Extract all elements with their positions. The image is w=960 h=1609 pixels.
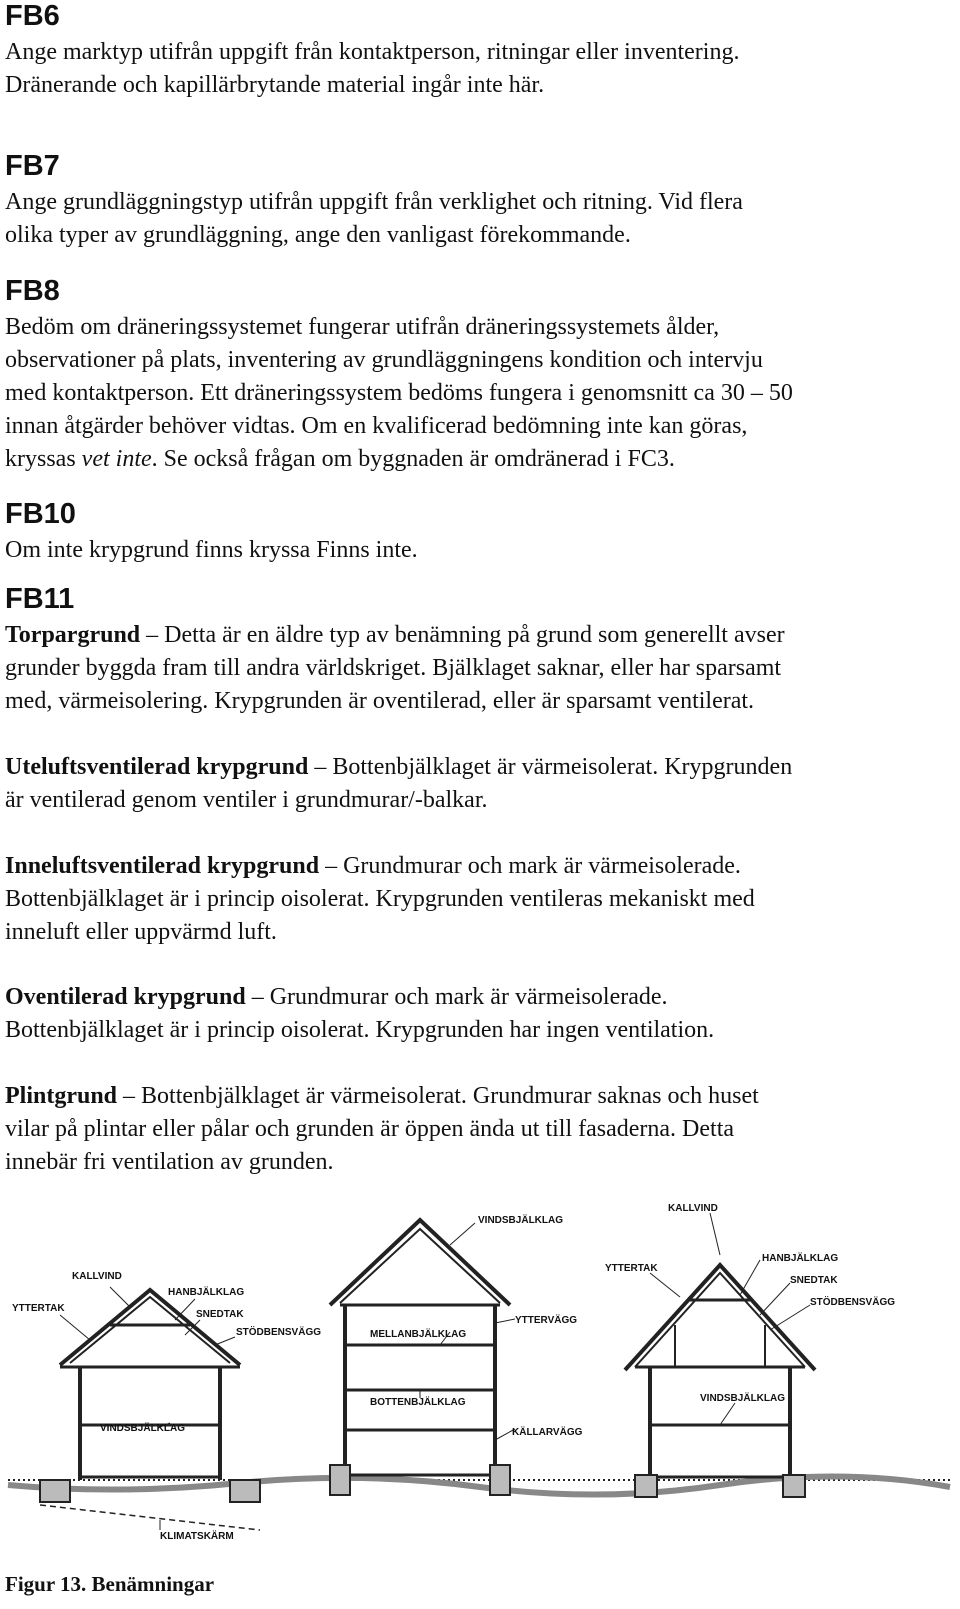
label-vindsbjalklag-mid: VINDSBJÄLKLAG (478, 1215, 564, 1226)
figure-caption: Figur 13. Benämningar (5, 1572, 215, 1596)
label-yttervagg: YTTERVÄGG (515, 1315, 578, 1326)
label-klimatskarm: KLIMATSKÄRM (160, 1531, 234, 1542)
text-run: – Grundmurar och mark är värmeisolerade. (319, 853, 741, 879)
section-heading-fb6: FB6 (5, 0, 60, 32)
definition-term: Plintgrund (5, 1083, 118, 1109)
text-line (5, 751, 792, 784)
section-heading-fb11: FB11 (5, 583, 75, 615)
text-line: observationer på plats, inventering av grundläggningens kondition och intervju (5, 347, 763, 373)
section-heading-fb7: FB7 (5, 150, 60, 182)
label-hanbjalklag-right: HANBJÄLKLAG (762, 1253, 839, 1264)
definition-plintgrund (5, 1080, 759, 1179)
right-house (625, 1265, 815, 1497)
label-snedtak-right: SNEDTAK (790, 1275, 838, 1286)
text-line (5, 981, 714, 1014)
section-body-fb6 (5, 36, 739, 102)
text-line (5, 1080, 759, 1113)
text-line: innebär fri ventilation av grunden. (5, 1149, 334, 1175)
label-stodbensvagg-left: STÖDBENSVÄGG (236, 1327, 322, 1338)
label-vindsbjalklag-left: VINDSBJÄLKLAG (100, 1423, 186, 1434)
text-line: Om inte krypgrund finns kryssa Finns inte. (5, 537, 418, 563)
label-yttertak-left: YTTERTAK (12, 1303, 65, 1314)
text-line: vilar på plintar eller pålar och grunden är öppen ända ut till fasaderna. Detta (5, 1116, 735, 1142)
label-hanbjalklag-left: HANBJÄLKLAG (168, 1287, 245, 1298)
text-line: är ventilerad genom ventiler i grundmurar/-balkar. (5, 787, 488, 813)
text-line (5, 619, 785, 652)
section-body-fb10 (5, 534, 418, 567)
definition-term: Torpargrund (5, 622, 141, 648)
text-line: olika typer av grundläggning, ange den vanligast förekommande. (5, 222, 631, 248)
label-mellanbjalklag: MELLANBJÄLKLAG (370, 1329, 467, 1340)
text-line: Bedöm om dräneringssystemet fungerar utifrån dräneringssystemets ålder, (5, 314, 720, 340)
text-run: – Grundmurar och mark är värmeisolerade. (245, 984, 668, 1010)
definition-torpargrund (5, 619, 785, 718)
text-line: Bottenbjälklaget är i princip oisolerat. Krypgrunden har ingen ventilation. (5, 1017, 715, 1043)
section-body-fb7 (5, 186, 743, 252)
middle-house (330, 1220, 510, 1495)
text-run: kryssas (5, 446, 82, 472)
section-heading-fb8: FB8 (5, 275, 60, 307)
text-line: Ange grundläggningstyp utifrån uppgift från verklighet och ritning. Vid flera (5, 189, 743, 215)
italic-term: vet inte (81, 446, 152, 472)
text-run: – Bottenbjälklaget är värmeisolerat. Grundmurar saknas och huset (117, 1083, 759, 1109)
text-run: – Detta är en äldre typ av benämning på grund som generellt avser (140, 622, 785, 648)
definition-term: Oventilerad krypgrund (5, 984, 246, 1010)
label-yttertak-right: YTTERTAK (605, 1263, 658, 1274)
text-line (5, 850, 755, 883)
text-line: med kontaktperson. Ett dräneringssystem bedöms fungera i genomsnitt ca 30 – 50 (5, 380, 793, 406)
definition-term: Uteluftsventilerad krypgrund (5, 754, 309, 780)
text-line: inneluft eller uppvärmd luft. (5, 919, 277, 945)
building-terms-figure (0, 1195, 960, 1575)
text-line: Dränerande och kapillärbrytande material ingår inte här. (5, 72, 545, 98)
text-line: innan åtgärder behöver vidtas. Om en kvalificerad bedömning inte kan göras, (5, 413, 748, 439)
label-bottenbjalklag: BOTTENBJÄLKLAG (370, 1397, 466, 1408)
label-kallvind-left: KALLVIND (72, 1271, 122, 1282)
section-heading-fb10: FB10 (5, 498, 76, 530)
text-line: grunder byggda fram till andra världskriget. Bjälklaget saknar, eller har sparsamt (5, 655, 782, 681)
definition-oventilerad (5, 981, 714, 1047)
label-snedtak-left: SNEDTAK (196, 1309, 244, 1320)
label-kallarvagg: KÄLLARVÄGG (512, 1427, 583, 1438)
section-body-fb8 (5, 311, 793, 476)
text-line: med, värmeisolering. Krypgrunden är oventilerad, eller är sparsamt ventilerat. (5, 688, 755, 714)
label-stodbensvagg-right: STÖDBENSVÄGG (810, 1297, 896, 1308)
label-vindsbjalklag-right: VINDSBJÄLKLAG (700, 1393, 786, 1404)
label-kallvind-right: KALLVIND (668, 1203, 718, 1214)
definition-uteluftsventilerad (5, 751, 792, 817)
text-run: – Bottenbjälklaget är värmeisolerat. Krypgrunden (308, 754, 793, 780)
definition-inneluftsventilerad (5, 850, 755, 949)
text-line: Bottenbjälklaget är i princip oisolerat. Krypgrunden ventileras mekaniskt med (5, 886, 755, 912)
definition-term: Inneluftsventilerad krypgrund (5, 853, 320, 879)
text-run: . Se också frågan om byggnaden är omdränerad i FC3. (151, 446, 675, 472)
text-line: Ange marktyp utifrån uppgift från kontaktperson, ritningar eller inventering. (5, 39, 740, 65)
text-line (5, 443, 793, 476)
